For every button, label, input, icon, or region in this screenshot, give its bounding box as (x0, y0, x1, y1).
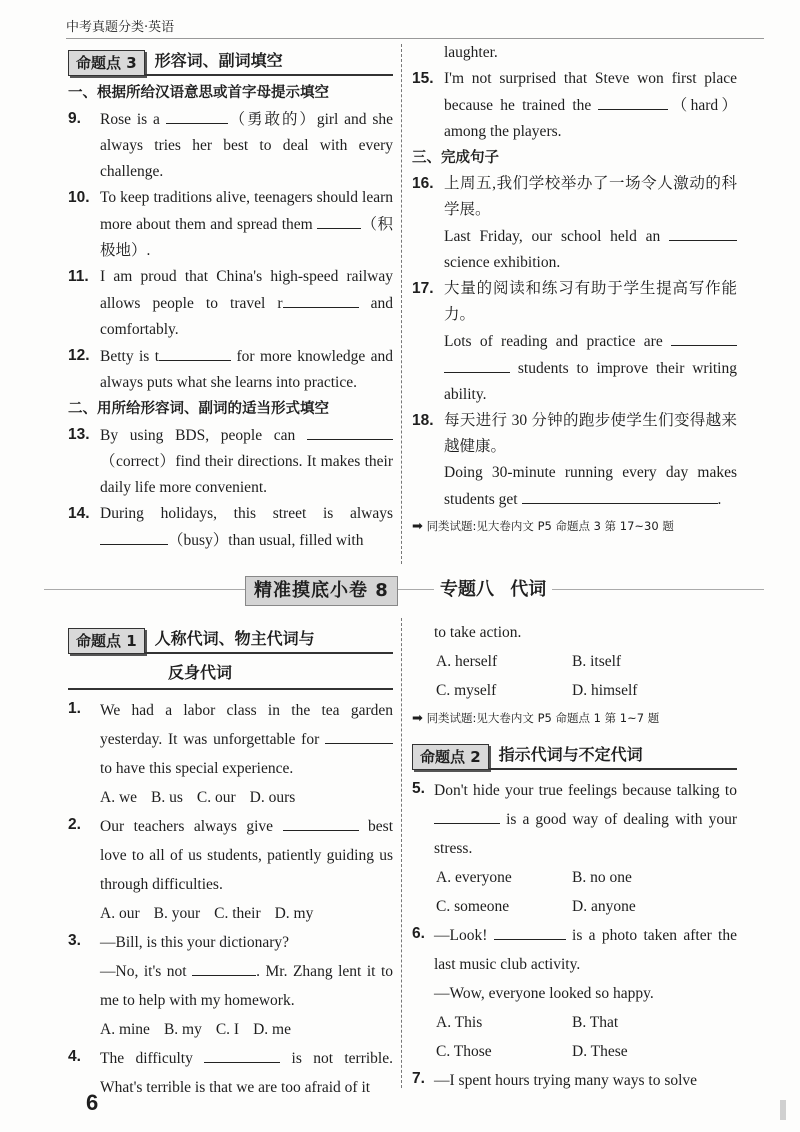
section-tag: 命题点 1 (68, 628, 145, 654)
question-text: Rose is a (100, 111, 160, 128)
options (412, 863, 737, 921)
question-18 (412, 408, 737, 460)
page-number: 6 (86, 1090, 99, 1115)
question-text: —Look! (434, 927, 488, 944)
options (412, 647, 737, 705)
answer-blank[interactable] (317, 211, 361, 229)
part-title: 二、用所给形容词、副词的适当形式填空 (68, 401, 329, 417)
question-4 (68, 1044, 393, 1102)
answer-blank[interactable] (283, 813, 359, 831)
section-tag: 命题点 2 (412, 744, 489, 770)
reference-note (412, 707, 737, 730)
option[interactable]: A. herself (436, 653, 498, 670)
option[interactable]: C. someone (436, 898, 510, 915)
question-text: During holidays, this street is always (100, 505, 393, 522)
question-number: 15. (412, 70, 434, 87)
answer-blank[interactable] (159, 343, 231, 361)
chapter-title: 专题八 代词 (434, 576, 552, 604)
question-17 (412, 276, 737, 328)
question-number: 14. (68, 505, 90, 522)
bottom-right-column (412, 618, 737, 1095)
question-text: to take action. (434, 624, 522, 641)
question-text: and comfortably. (100, 295, 393, 338)
question-text: （勇敢的）girl and she always tries her best to deal with every challenge. (100, 111, 394, 180)
answer-blank[interactable] (444, 355, 510, 373)
option[interactable]: D. me (253, 1021, 291, 1038)
answer-blank[interactable] (494, 922, 566, 940)
question-16 (412, 171, 737, 223)
question-text: . (717, 491, 722, 508)
question-text: （correct）find their directions. It makes their daily life more convenient. (100, 453, 393, 496)
question-text: laughter. (444, 44, 498, 61)
options (412, 1008, 737, 1066)
section-title-line2: 反身代词 (68, 658, 393, 690)
part-title: 三、完成句子 (412, 150, 499, 166)
question-number: 18. (412, 412, 434, 429)
option[interactable]: B. my (163, 1021, 202, 1038)
option[interactable]: C. their (214, 905, 261, 922)
question-7 (412, 1066, 737, 1095)
options (68, 783, 393, 812)
arrow-icon: ➡ (412, 519, 423, 534)
question-number: 4. (68, 1048, 81, 1065)
question-text: —I spent hours trying many ways to solve (434, 1072, 698, 1089)
question-chinese: 上周五,我们学校举办了一场令人激动的科学展。 (444, 175, 737, 218)
option[interactable]: D. These (572, 1043, 628, 1060)
part-title: 一、根据所给汉语意思或首字母提示填空 (68, 85, 329, 101)
option[interactable]: C. Those (436, 1043, 492, 1060)
question-number: 13. (68, 426, 90, 443)
question-number: 11. (68, 268, 89, 285)
question-number: 10. (68, 189, 90, 206)
top-right-column (412, 40, 737, 538)
question-chinese: 每天进行 30 分钟的跑步使学生们变得越来越健康。 (444, 412, 737, 455)
option[interactable]: B. That (572, 1014, 619, 1031)
reference-text: 同类试题:见大卷内文 P5 命题点 3 第 17~30 题 (426, 519, 674, 533)
section-heading (68, 624, 393, 654)
question-text: is a photo taken after the last music club activity. (434, 927, 737, 973)
question-text: To keep traditions alive, teenagers should learn more about them and spread them (100, 189, 393, 233)
options (68, 899, 393, 928)
question-15 (412, 66, 737, 145)
question-text: By using BDS, people can (100, 427, 296, 444)
question-number: 7. (412, 1070, 425, 1087)
arrow-icon: ➡ (412, 711, 423, 726)
option[interactable]: B. no one (572, 869, 632, 886)
question-text: We had a labor class in the tea garden yesterday. It was unforgettable for (100, 702, 393, 748)
question-text: . Mr. Zhang lent it to me to help with my homework. (100, 963, 394, 1009)
question-text: （hard） among the players. (444, 97, 737, 140)
question-number: 6. (412, 925, 425, 942)
question-text: Don't hide your true feelings because talking to (434, 782, 737, 799)
answer-blank[interactable] (598, 92, 668, 110)
question-text: for more knowledge and always puts what she learns into practice. (100, 348, 394, 391)
option[interactable]: B. your (153, 905, 201, 922)
option[interactable]: A. mine (100, 1021, 150, 1038)
running-header: 中考真题分类·英语 (66, 20, 175, 35)
section-heading (412, 740, 737, 770)
question-text: —Wow, everyone looked so happy. (434, 985, 654, 1002)
section-title: 形容词、副词填空 (145, 48, 393, 76)
question-3 (68, 928, 393, 957)
question-text: —No, it's not (100, 963, 187, 980)
option[interactable]: D. himself (572, 682, 638, 699)
question-text: to have this special experience. (100, 760, 294, 777)
question-text: science exhibition. (444, 254, 561, 271)
section-title: 人称代词、物主代词与 (145, 626, 393, 654)
answer-blank[interactable] (307, 422, 393, 440)
section-tag: 命题点 3 (68, 50, 145, 76)
column-divider-bottom (401, 618, 402, 1088)
option[interactable]: D. my (274, 905, 314, 922)
answer-blank[interactable] (434, 806, 500, 824)
question-number: 2. (68, 816, 81, 833)
quiz-title: 精准摸底小卷 8 (245, 576, 398, 606)
option[interactable]: B. itself (572, 653, 622, 670)
option[interactable]: A. our (100, 905, 140, 922)
answer-blank[interactable] (192, 958, 256, 976)
section-heading (68, 46, 393, 76)
header-rule (66, 38, 764, 39)
question-number: 9. (68, 110, 81, 127)
question-text: is a good way of dealing with your stress. (434, 811, 738, 857)
question-1 (68, 696, 393, 783)
question-13 (68, 422, 393, 501)
question-text: Last Friday, our school held an (444, 228, 661, 245)
question-number: 5. (412, 780, 425, 797)
question-text: Our teachers always give (100, 818, 274, 835)
option[interactable]: C. myself (436, 682, 497, 699)
question-text: is not terrible. What's terrible is that we are too afraid of it (100, 1050, 393, 1096)
chapter-banner (0, 574, 800, 608)
question-text: —Bill, is this your dictionary? (100, 934, 289, 951)
option[interactable]: C. I (215, 1021, 240, 1038)
column-divider-top (401, 44, 402, 564)
question-11 (68, 264, 393, 343)
options (68, 1015, 393, 1044)
answer-blank[interactable] (669, 223, 737, 241)
banner-rule (44, 589, 764, 590)
question-text: （busy）than usual, filled with (168, 532, 364, 549)
answer-blank[interactable] (100, 527, 168, 545)
question-text: best love to all of us students, patiently guiding us through difficulties. (100, 818, 393, 893)
answer-blank[interactable] (522, 486, 718, 504)
question-text: The difficulty (100, 1050, 193, 1067)
question-2 (68, 812, 393, 899)
reference-text: 同类试题:见大卷内文 P5 命题点 1 第 1~7 题 (426, 711, 660, 725)
question-chinese: 大量的阅读和练习有助于学生提高写作能力。 (444, 280, 737, 323)
question-14 (68, 501, 393, 554)
bottom-left-column (68, 622, 393, 1102)
option[interactable]: D. ours (249, 789, 296, 806)
answer-blank[interactable] (283, 290, 359, 308)
question-12 (68, 343, 393, 396)
question-6 (412, 921, 737, 979)
page-edge-mark (780, 1100, 786, 1120)
question-number: 12. (68, 347, 90, 364)
answer-blank[interactable] (204, 1045, 280, 1063)
answer-blank[interactable] (166, 106, 228, 124)
question-number: 3. (68, 932, 81, 949)
question-5 (412, 776, 737, 863)
question-9 (68, 106, 393, 185)
option[interactable]: D. anyone (572, 898, 636, 915)
top-left-column (68, 44, 393, 554)
section-title: 指示代词与不定代词 (489, 742, 737, 770)
question-text: Betty is t (100, 348, 160, 365)
question-text: I'm not surprised that Steve won first place because he trained the (444, 70, 737, 114)
question-text: （积极地）. (100, 216, 393, 259)
question-number: 16. (412, 175, 434, 192)
question-text: students to improve their writing ability. (444, 360, 737, 403)
question-text: Lots of reading and practice are (444, 333, 663, 350)
option[interactable]: C. our (196, 789, 236, 806)
option[interactable]: A. everyone (436, 869, 512, 886)
option[interactable]: A. we (100, 789, 138, 806)
answer-blank[interactable] (325, 726, 393, 744)
question-text: I am proud that China's high-speed railway allows people to travel r (100, 268, 393, 312)
question-number: 1. (68, 700, 81, 717)
option[interactable]: B. us (151, 789, 183, 806)
question-10 (68, 185, 393, 264)
answer-blank[interactable] (671, 328, 737, 346)
option[interactable]: A. This (436, 1014, 483, 1031)
question-text: Doing 30-minute running every day makes students get (444, 464, 737, 508)
reference-note (412, 515, 737, 538)
question-number: 17. (412, 280, 434, 297)
